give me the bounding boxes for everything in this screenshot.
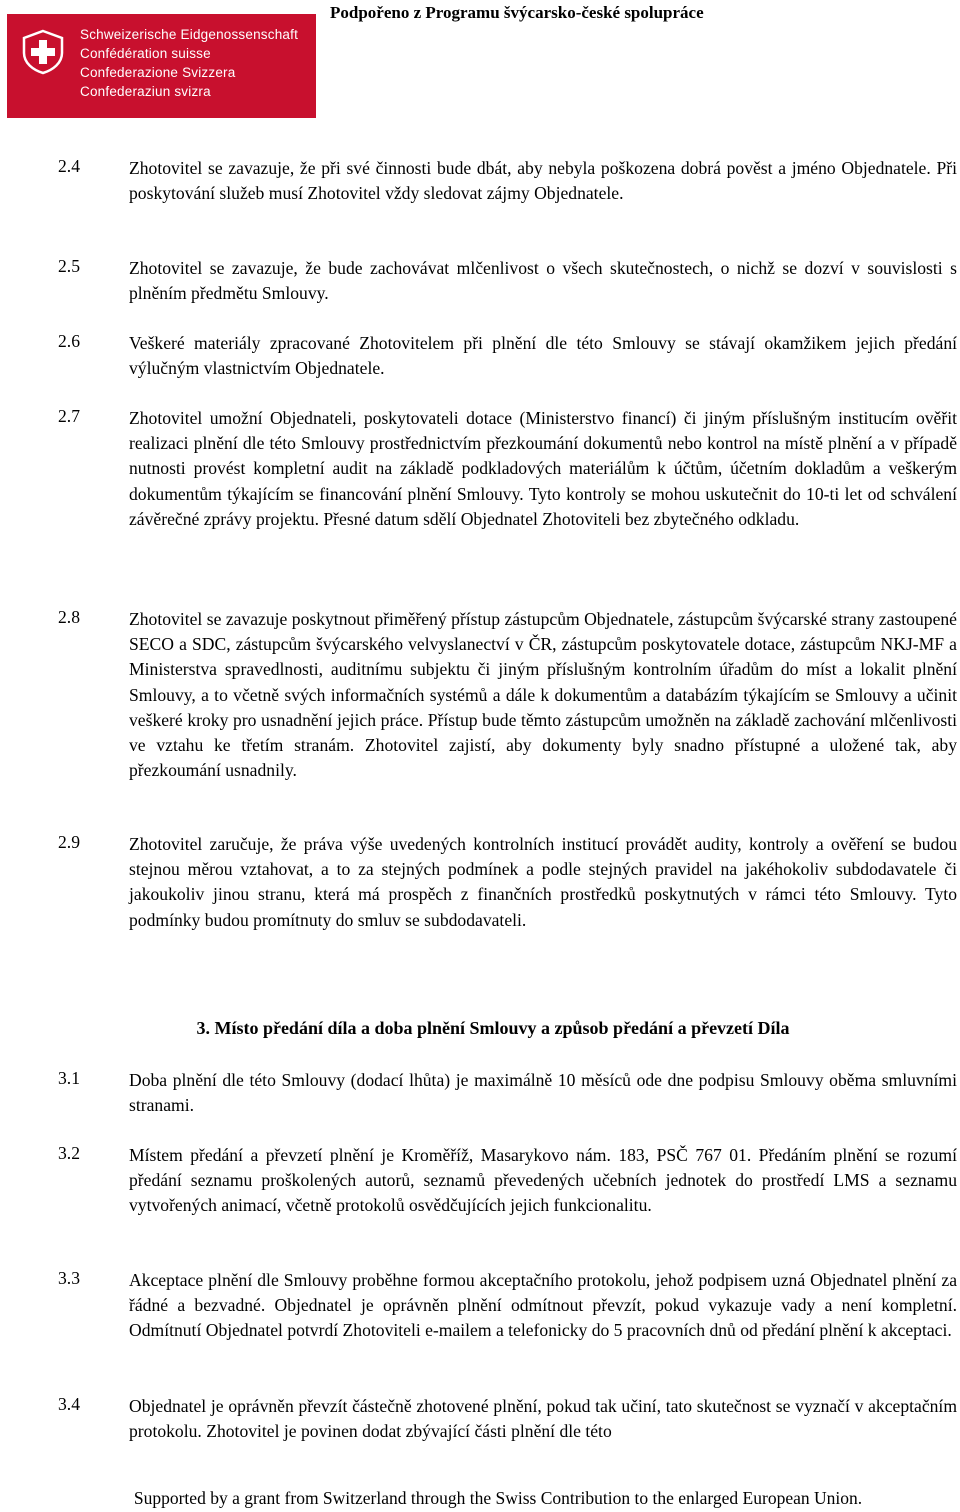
clause-number: 2.6 bbox=[58, 331, 80, 351]
clause-text: Zhotovitel se zavazuje, že bude zachovávat mlčenlivost o všech skutečnostech, o nichž se dozví v souvislosti s plněním předmětu Smlouvy. bbox=[129, 258, 957, 304]
clause-text: Objednatel je oprávněn převzít částečně zhotovené plnění, pokud tak učiní, tato skutečnost se vyznačí v akceptačním protokolu. Zhotovitel je povinen dodat zbývající části plnění dle této bbox=[129, 1396, 957, 1442]
clause-number: 2.9 bbox=[58, 832, 80, 852]
clause-number: 2.5 bbox=[58, 256, 80, 276]
clause-number: 3.4 bbox=[58, 1394, 80, 1414]
clause-number: 3.1 bbox=[58, 1068, 80, 1088]
clause-text: Akceptace plnění dle Smlouvy proběhne formou akceptačního protokolu, jehož podpisem uzná Objednatel plnění za řádné a bezvadné. Objednatel je oprávněn plnění odmítnout převzít, pokud vykazuje vady a není kompletní. Odmítnutí Objednatel potvrdí Zhotoviteli e-mailem a telefonicky do 5 pracovních dnů od předání plnění k akceptaci. bbox=[129, 1270, 957, 1341]
logo-line: Confederazione Svizzera bbox=[80, 65, 236, 80]
clause-number: 3.3 bbox=[58, 1268, 80, 1288]
swiss-cross-icon bbox=[20, 29, 66, 75]
section-heading: 3. Místo předání díla a doba plnění Smlouvy a způsob předání a převzetí Díla bbox=[196, 1018, 790, 1038]
logo-text bbox=[80, 25, 298, 101]
support-note-header: Podpořeno z Programu švýcarsko-české spolupráce bbox=[330, 3, 704, 22]
clause-text: Zhotovitel se zavazuje, že při své činnosti bude dbát, aby nebyla poškozena dobrá pověst a jméno Objednatele. Při poskytování služeb musí Zhotovitel vždy sledovat zájmy Objednatele. bbox=[129, 158, 957, 204]
logo-line: Schweizerische Eidgenossenschaft bbox=[80, 27, 299, 42]
clause-number: 2.7 bbox=[58, 406, 80, 426]
clause-text: Místem předání a převzetí plnění je Kroměříž, Masarykovo nám. 183, PSČ 767 01. Předáním plnění se rozumí předání seznamu proškolených autorů, seznamů převedených učebních jednotek do prostředí LMS a seznamu vytvořených animací, včetně protokolů osvědčujících jejich funkcionalitu. bbox=[129, 1145, 957, 1216]
logo-line: Confédération suisse bbox=[80, 46, 211, 61]
clause-number: 2.8 bbox=[58, 607, 80, 627]
clause-text: Zhotovitel zaručuje, že práva výše uvedených kontrolních institucí provádět audity, kontroly a ověření se budou stejnou měrou vztahovat, a to za stejných podmínek a podle stejných pravidel na jakéhokoliv subdodavatele či jakoukoliv jinou stranu, která má prospěch z finančních prostředků poskytnutých v rámci této Smlouvy. Tyto podmínky budou promítnuty do smluv se subdodavateli. bbox=[129, 834, 957, 930]
clause-text: Zhotovitel umožní Objednateli, poskytovateli dotace (Ministerstvo financí) či jiným příslušným institucím ověřit realizaci plnění dle této Smlouvy prostřednictvím přezkoumání dokumentů nebo kontrol na místě plnění a v případě nutnosti provést kompletní audit na základě podkladových materiálům k účtům, účetním dokladům a veškerým dokumentům týkajícím se financování plnění Smlouvy. Tyto kontroly se mohou uskutečnit do 10-ti let od schválení závěrečné zprávy projektu. Přesné datum sdělí Objednatel Zhotoviteli bez zbytečného odkladu. bbox=[129, 408, 957, 529]
clause-text: Doba plnění dle této Smlouvy (dodací lhůta) je maximálně 10 měsíců ode dne podpisu Smlouvy oběma smluvními stranami. bbox=[129, 1070, 957, 1116]
support-note-footer: Supported by a grant from Switzerland through the Swiss Contribution to the enlarged European Union. bbox=[133, 1488, 863, 1508]
clause-text: Zhotovitel se zavazuje poskytnout přiměřený přístup zástupcům Objednatele, zástupcům švýcarské strany zastoupené SECO a SDC, zástupcům švýcarského velvyslanectví v ČR, zástupcům poskytovatele dotace, zástupcům NKJ-MF a Ministerstva spravedlnosti, auditnímu subjektu či jiným příslušným kontrolním úřadům do míst a lokalit plnění Smlouvy, a to včetně svých informačních systémů a dále k dokumentům a databázím týkajícím se Smlouvy a učinit veškeré kroky pro usnadnění jejich práce. Přístup bude těmto zástupcům umožněn na základě zachování mlčenlivosti ve vztahu ke třetím stranám. Zhotovitel zajistí, aby dokumenty byly snadno přístupné a uložené tak, aby přezkoumání usnadnily. bbox=[129, 609, 957, 781]
logo-line: Confederaziun svizra bbox=[80, 84, 211, 99]
clause-number: 2.4 bbox=[58, 156, 80, 176]
clause-number: 3.2 bbox=[58, 1143, 80, 1163]
swiss-confederation-logo bbox=[7, 14, 316, 118]
clause-text: Veškeré materiály zpracované Zhotovitelem při plnění dle této Smlouvy se stávají okamžikem jejich předání výlučným vlastnictvím Objednatele. bbox=[129, 333, 957, 379]
